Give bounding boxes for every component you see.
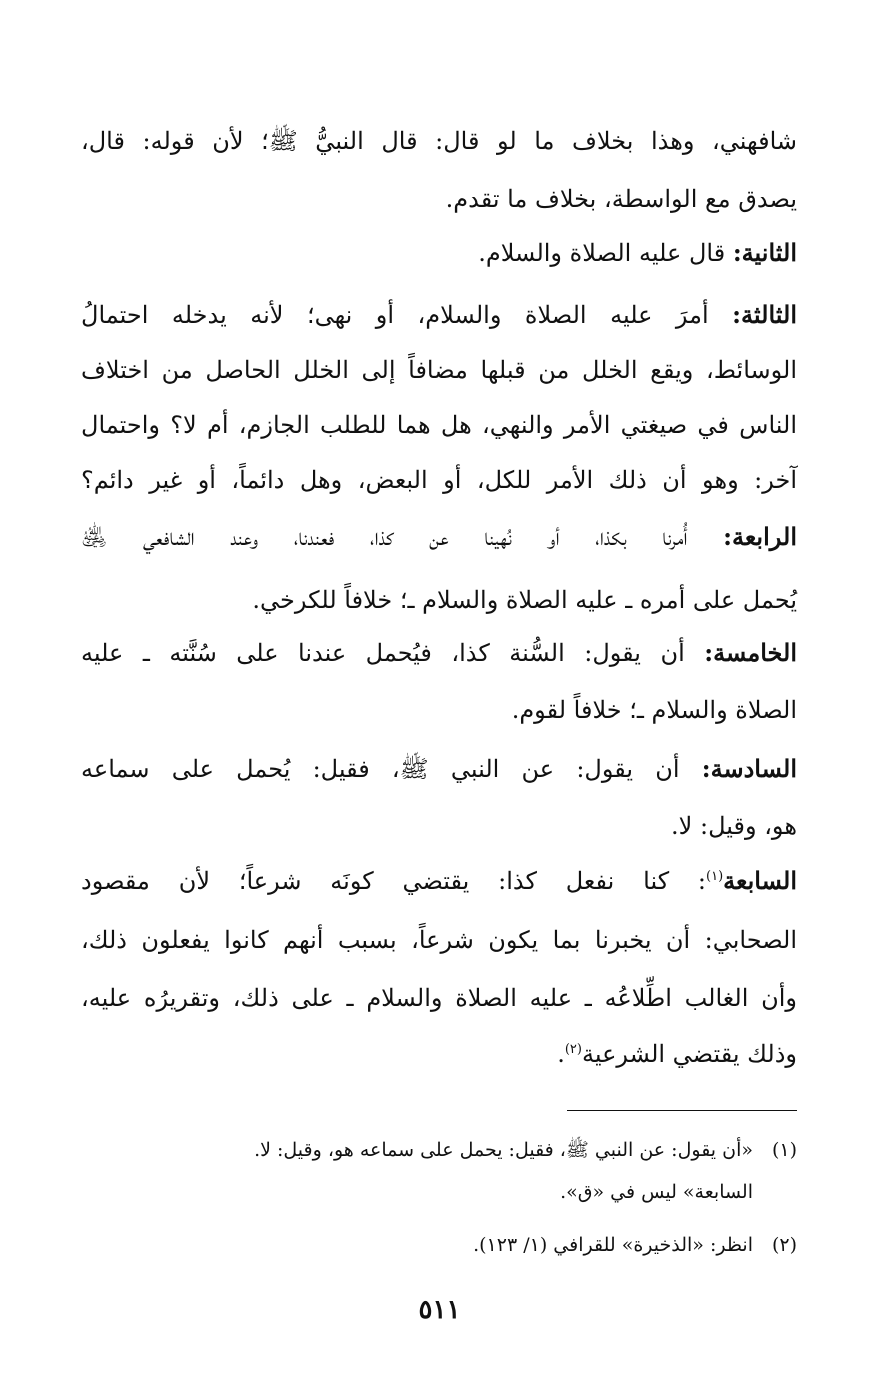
- body-line: آخر: وهو أن ذلك الأمر للكل، أو البعض، وهل دائماً، أو غير دائم؟: [81, 466, 797, 494]
- section-heading-sixth: السادسة: أن يقول: عن النبي ﷺ، فقيل: يُحمل على سماعه: [81, 754, 797, 783]
- section-heading-fifth: الخامسة: أن يقول: السُّنة كذا، فيُحمل عندنا على سُنَّته ـ عليه: [81, 638, 797, 667]
- body-line: شافهني، وهذا بخلاف ما لو قال: قال النبيُّ ﷺ؛ لأن قوله: قال،: [81, 127, 797, 155]
- section-heading-third: الثالثة: أمرَ عليه الصلاة والسلام، أو نهى؛ لأنه يدخله احتمالُ: [81, 300, 797, 329]
- footnote-2: (٢)انظر: «الذخيرة» للقرافي (١/ ١٢٣).: [81, 1229, 797, 1261]
- footnote-separator: [567, 1110, 797, 1111]
- body-line: يصدق مع الواسطة، بخلاف ما تقدم.: [445, 185, 797, 213]
- body-line: وأن الغالب اطِّلاعُه ـ عليه الصلاة والسلام ـ على ذلك، وتقريرُه عليه،: [81, 984, 797, 1012]
- body-line: الصلاة والسلام ـ؛ خلافاً لقوم.: [511, 696, 797, 724]
- footnote-number: (٢): [771, 1234, 797, 1256]
- footnote-ref[interactable]: (٢): [564, 1042, 582, 1057]
- body-line: وذلك يقتضي الشرعية$^{(٢)}$.: [557, 1040, 797, 1068]
- body-line: الوسائط، ويقع الخلل من قبلها مضافاً إلى الخلل الحاصل من اختلاف: [81, 356, 797, 384]
- body-line: يُحمل على أمره ـ عليه الصلاة والسلام ـ؛ خلافاً للكرخي.: [252, 586, 797, 614]
- body-line: الصحابي: أن يخبرنا بما يكون شرعاً، بسبب أنهم كانوا يفعلون ذلك،: [81, 926, 797, 954]
- section-heading-seventh: السابعة$^{(١)}$: كنا نفعل كذا: يقتضي كونَه شرعاً؛ لأن مقصود: [81, 866, 797, 895]
- footnote-1-continuation: السابعة» ليس في «ق».: [560, 1181, 753, 1203]
- body-line: هو، وقيل: لا.: [671, 812, 797, 840]
- footnote-1: (١)«أن يقول: عن النبي ﷺ، فقيل: يحمل على سماعه هو، وقيل: لا.: [81, 1134, 797, 1166]
- section-heading-second: الثانية: قال عليه الصلاة والسلام.: [478, 238, 797, 267]
- page-number: ٥١١: [418, 1295, 461, 1325]
- footnote-ref[interactable]: (١): [706, 869, 724, 884]
- section-heading-fourth: الرابعة: أُمرنا بكذا، أو نُهينا عن كذا، فعندنا، وعند الشافعي ﵁: [81, 522, 797, 551]
- body-line: الناس في صيغتي الأمر والنهي، هل هما للطلب الجازم، أم لا؟ واحتمال: [81, 411, 797, 439]
- footnote-number: (١): [771, 1139, 797, 1161]
